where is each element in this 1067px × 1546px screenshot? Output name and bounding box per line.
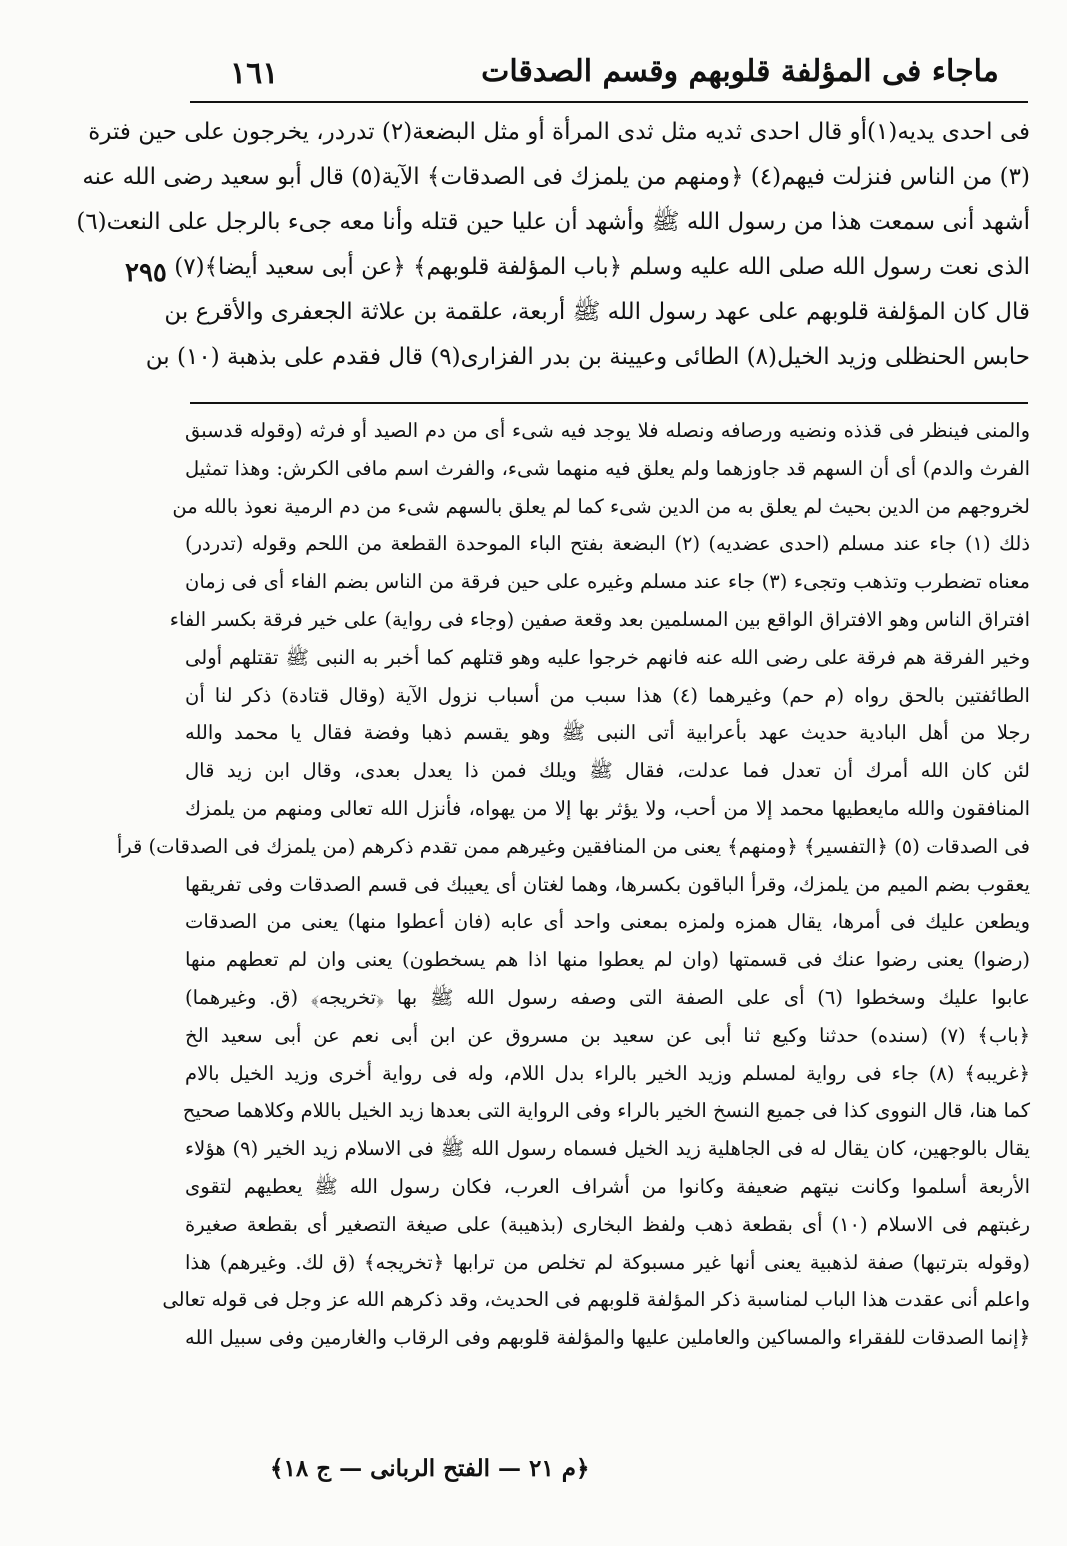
- main-text-line: حابس الحنظلى وزيد الخيل(٨) الطائى وعيينة بن بدر الفزارى(٩) قال فقدم على بذهبة (١٠) بن: [145, 344, 1030, 370]
- page-number: ١٦١: [230, 56, 279, 91]
- running-title: ماجاء فى المؤلفة قلوبهم وقسم الصدقات: [481, 54, 999, 89]
- commentary-line: واعلم أنى عقدت هذا الباب لمناسبة ذكر المؤلفة قلوبهم فى الحديث، وقد ذكرهم الله عز وجل فى قوله تعالى: [162, 1288, 1030, 1312]
- commentary-line: المنافقون والله مايعطيها محمد إلا من أحب، ولا يؤثر بها إلا من يهواه، فأنزل الله تعالى ومنهم من يلمزك: [185, 796, 1030, 820]
- header-rule: [190, 101, 1028, 103]
- main-text-line: فى احدى يديه(١)أو قال احدى ثديه مثل ثدى المرأة أو مثل البضعة(٢) تدردر، يخرجون على حين فترة: [88, 119, 1030, 145]
- commentary-line: وخير الفرقة هم فرقة على رضى الله عنه فانهم خرجوا عليه وهو قتلهم كما أخبر به النبى ﷺ تقتلهم أولى: [185, 645, 1030, 669]
- commentary-line: عابوا عليك وسخطوا (٦) أى على الصفة التى وصفه رسول الله ﷺ بها ﴿تخريجه﴾ (ق. وغيرهما): [185, 985, 1030, 1009]
- commentary-line: رجلا من أهل البادية حديث عهد بأعرابية أتى النبى ﷺ وهو يقسم ذهبا وفضة فقال يا محمد والله: [185, 721, 1030, 745]
- commentary-line: لخروجهم من الدين بحيث لم يعلق به من الدين شىء كما لم يعلق بالسهم شىء من دم الرمية نعوذ بالله من: [172, 494, 1030, 518]
- commentary-line: رغبتهم فى الاسلام (١٠) أى بقطعة ذهب ولفظ البخارى (بذهيبة) على صيغة التصغير أى بقطعة صغيرة: [185, 1212, 1030, 1236]
- main-text-line: قال كان المؤلفة قلوبهم على عهد رسول الله ﷺ أربعة، علقمة بن علاثة الجعفرى والأقرع بن: [164, 299, 1030, 325]
- commentary-line: كما هنا، قال النووى كذا فى جميع النسخ الخير بالراء وفى الرواية التى بعدها زيد الخيل باللام وكلاهما صحيح: [182, 1099, 1030, 1123]
- commentary-line: معناه تضطرب وتذهب وتجىء (٣) جاء عند مسلم وغيره على حين فرقة من الناس بضم الفاء أى فى زمان: [185, 570, 1030, 594]
- commentary-line: ﴿إنما الصدقات للفقراء والمساكين والعاملين عليها والمؤلفة قلوبهم وفى الرقاب والغارمين وفى سبيل الله: [185, 1326, 1030, 1350]
- commentary-line: ﴿باب﴾ (٧) (سنده) حدثنا وكيع ثنا أبى عن سعيد بن مسروق عن ابن أبى نعم عن أبى سعيد الخ: [185, 1023, 1030, 1047]
- commentary-line: لئن كان الله أمرك أن تعدل فما عدلت، فقال ﷺ ويلك فمن ذا يعدل بعدى، وقال ابن زيد قال: [185, 759, 1030, 783]
- commentary-line: الطائفتين بالحق رواه (م حم) وغيرهما (٤) هذا سبب من أسباب نزول الآية (وقال قتادة) ذكر لنا أن: [185, 683, 1030, 707]
- commentary-line: ذلك (١) جاء عند مسلم (احدى عضديه) (٢) البضعة بفتح الباء الموحدة القطعة من اللحم وقوله (تدردر): [185, 532, 1030, 556]
- commentary-line: والمنى فينظر فى قذذه ونضيه ورصافه ونصله فلا يوجد فيه شىء أى من دم الصيد أو فرثه (وقوله قدسبق: [185, 419, 1030, 442]
- page-header: [190, 52, 1030, 96]
- commentary-line: ويطعن عليك فى أمرها، يقال همزه ولمزه بمعنى واحد أى عابه (فان أعطوا منها) يعنى من الصدقات: [185, 910, 1030, 934]
- commentary-line: ﴿غريبه﴾ (٨) جاء فى رواية لمسلم وزيد الخير بالراء بدل اللام، وله فى رواية أخرى وزيد الخيل بالام: [185, 1061, 1030, 1085]
- commentary-text: [116, 412, 1030, 1357]
- commentary-line: الفرث والدم) أى أن السهم قد جاوزهما ولم يعلق فيه منهما شىء، والفرث اسم مافى الكرش: وهذا تمثيل: [185, 456, 1030, 480]
- commentary-line: افتراق الناس وهو الافتراق الواقع بين المسلمين بعد وقعة صفين (وجاء فى رواية) على خير فرقة بكسر الفاء: [169, 607, 1030, 631]
- commentary-line: (وقوله بترتبها) صفة لذهبية يعنى أنها غير مسبوكة لم تخلص من ترابها ﴿تخريجه﴾ (ق لك. وغيرهم) هذا: [185, 1250, 1030, 1274]
- main-text-line: (٣) من الناس فنزلت فيهم(٤) ﴿ومنهم من يلمزك فى الصدقات﴾ الآية(٥) قال أبو سعيد رضى الله عنه: [82, 164, 1030, 190]
- commentary-line: فى الصدقات (٥) ﴿التفسير﴾ ﴿ومنهم﴾ يعنى من المنافقين وغيرهم ممن تقدم ذكرهم (من يلمزك فى الصدقات) قرأ: [116, 834, 1030, 858]
- hadith-number: ٢٩٥: [125, 258, 167, 288]
- main-text-line: الذى نعت رسول الله صلى الله عليه وسلم ﴿باب المؤلفة قلوبهم﴾ ﴿عن أبى سعيد أيضا﴾(٧): [174, 254, 1030, 280]
- main-text-line: أشهد أنى سمعت هذا من رسول الله ﷺ وأشهد أن عليا حين قتله وأنا معه جىء بالرجل على النعت(٦): [76, 209, 1030, 235]
- commentary-line: يعقوب بضم الميم من يلمزك، وقرأ الباقون بكسرها، وهما لغتان أى يعيبك فى قسم الصدقات وفى تفريقها: [185, 872, 1030, 896]
- commentary-line: يقال بالوجهين، كان يقال له فى الجاهلية زيد الخيل فسماه رسول الله ﷺ فى الاسلام زيد الخير (٩) هؤلاء: [185, 1137, 1030, 1161]
- commentary-line: (رضوا) يعنى رضوا عنك فى قسمتها (وان لم يعطوا منها اذا هم يسخطون) يعنى وان لم تعطهم منها: [185, 948, 1030, 972]
- commentary-line: الأربعة أسلموا وكانت نيتهم ضعيفة وكانوا من أشراف العرب، فكان رسول الله ﷺ يعطيهم لتقوى: [185, 1174, 1030, 1198]
- footnote-rule: [190, 402, 1028, 404]
- signature-mark: ﴿م ٢١ — الفتح الربانى — ج ١٨﴾: [270, 1455, 590, 1482]
